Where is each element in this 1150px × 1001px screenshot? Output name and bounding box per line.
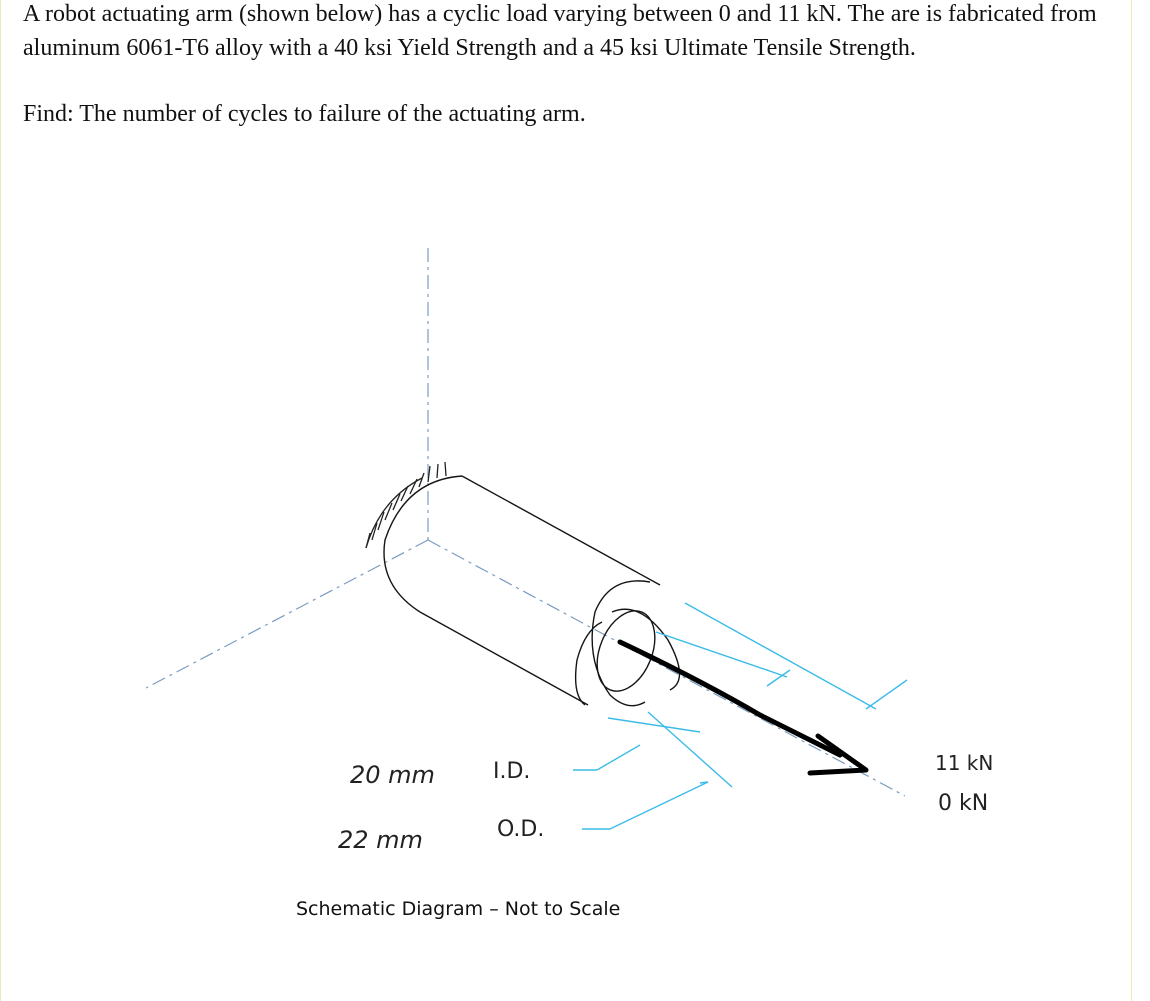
- find-statement: Find: The number of cycles to failure of the actuating arm.: [23, 101, 586, 127]
- cylinder-end-inner-ring: [576, 609, 680, 705]
- cylinder-top-edge: [462, 476, 660, 585]
- load-max-label: 11 kN: [935, 751, 994, 775]
- cylinder-bottom-edge: [420, 612, 588, 705]
- length-tick-top: [866, 680, 907, 709]
- outer-diameter-label: O.D.: [497, 817, 545, 842]
- diagram-caption: Schematic Diagram – Not to Scale: [296, 898, 621, 920]
- dimension-lines: [573, 603, 907, 829]
- center-axis: [428, 540, 905, 796]
- inner-diameter-label: I.D.: [493, 759, 531, 784]
- outer-diameter-value: 22 mm: [338, 826, 423, 854]
- cylinder-end-outer-ring: [586, 602, 666, 699]
- inner-diameter-value: 20 mm: [350, 761, 435, 789]
- od-leader-diag: [610, 782, 708, 829]
- load-min-label: 0 kN: [938, 791, 989, 816]
- od-tick: [700, 782, 708, 783]
- wall-hatching: [366, 462, 446, 548]
- id-leader-diag: [597, 745, 640, 770]
- problem-statement: A robot actuating arm (shown below) has a cyclic load varying between 0 and 11 kN. The are is fabricated from aluminum 6061-T6 alloy with a 40 ksi Yield Strength and a 45 ksi Ultimate Tensile Strength.: [23, 1, 1097, 61]
- length-tick-mid: [767, 670, 790, 686]
- construction-axes: [146, 248, 905, 796]
- id-extension: [608, 718, 700, 732]
- od-extension: [648, 712, 732, 787]
- left-axis: [146, 540, 428, 688]
